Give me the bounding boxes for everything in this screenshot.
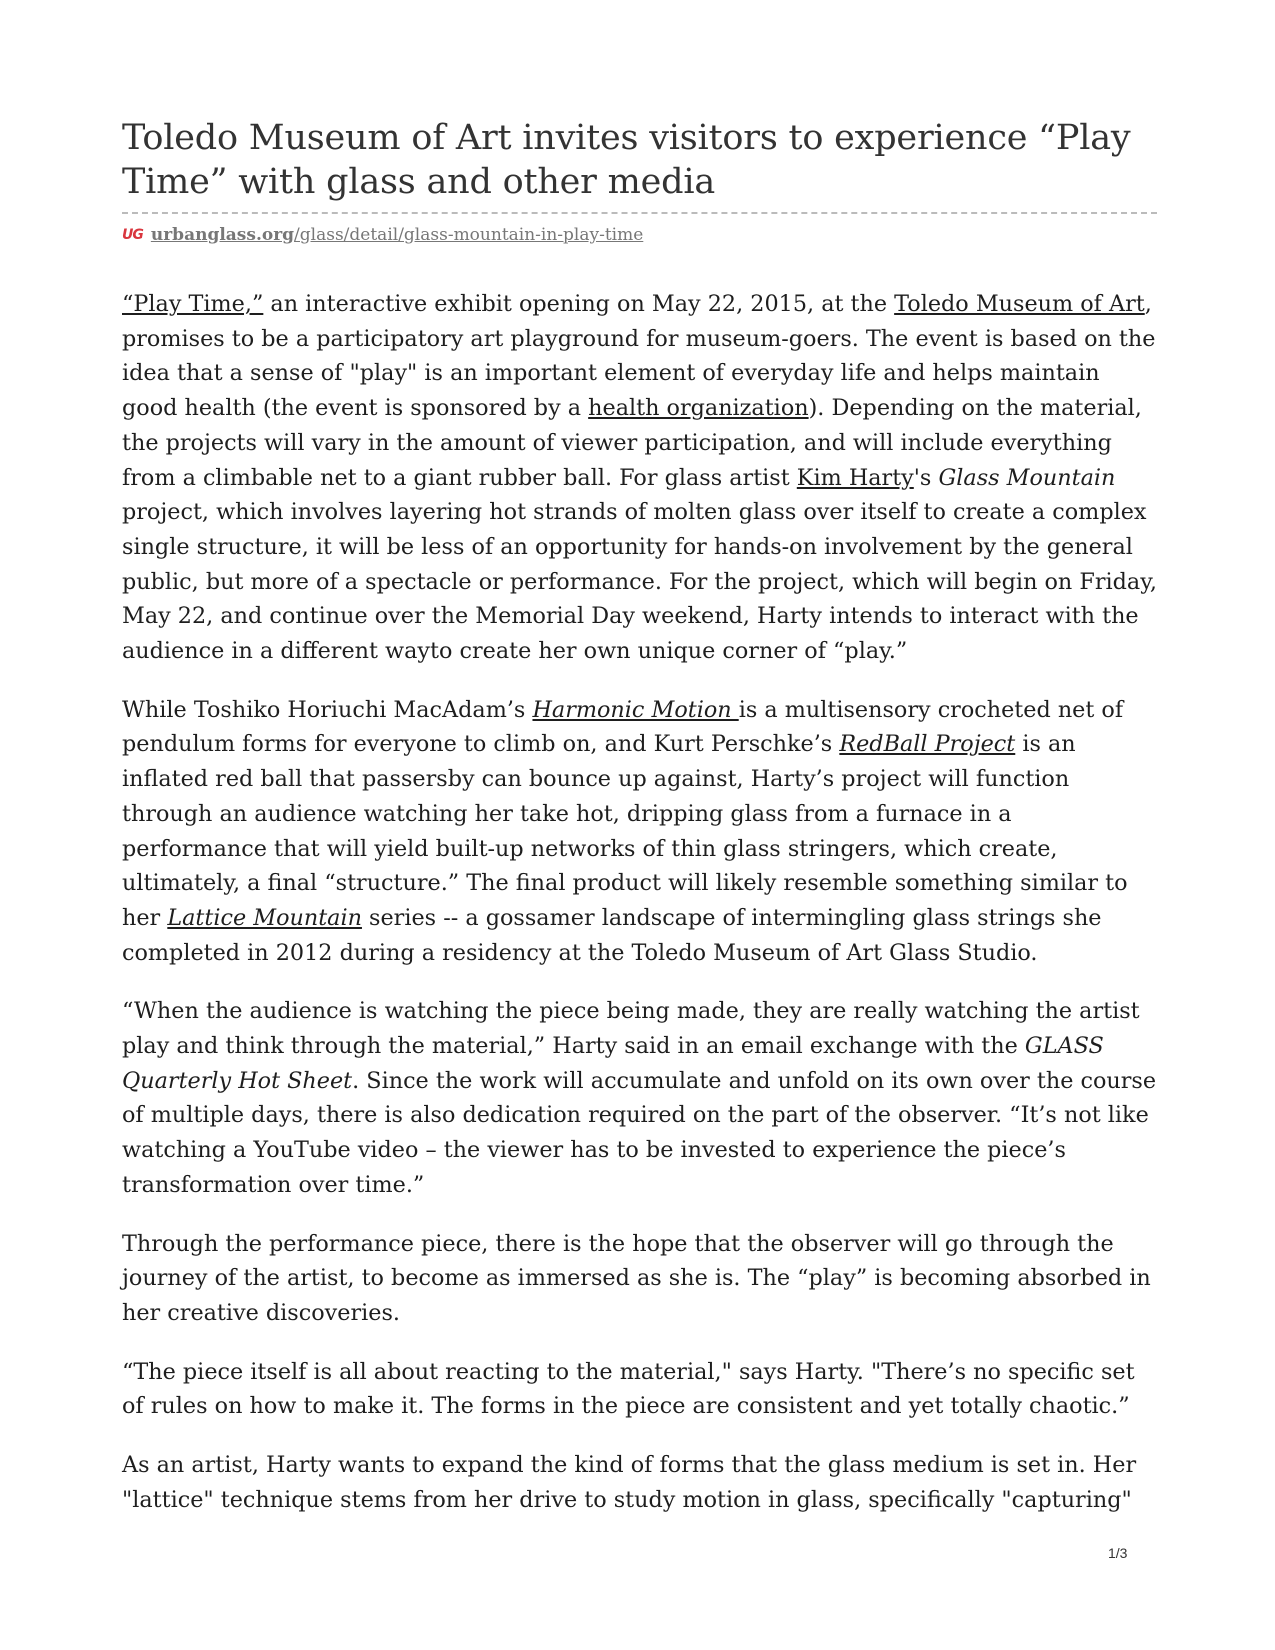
text-span: ). Depending on the material, the projects will vary in the amount of viewer participation, and will include everything from a climbable net to a giant rubber ball. For glass artist — [122, 395, 1142, 491]
lattice-mountain-title: Lattice Mountain — [167, 904, 362, 931]
lattice-mountain-link[interactable] — [167, 905, 362, 931]
text-span: is a multisensory crocheted net of pendulum forms for everyone to climb on, and Kurt Perschke’s — [122, 696, 1124, 758]
text-span: an interactive exhibit opening on May 22, 2015, at the — [263, 291, 895, 317]
glass-mountain-title: Glass Mountain — [938, 464, 1116, 491]
source-line — [122, 224, 643, 246]
kim-harty-link[interactable]: Kim Harty — [796, 464, 914, 491]
text-span: is an inflated red ball that passersby can bounce up against, Harty’s project will function through an audience watching her take hot, dripping glass from a furnace in a performance that will yield built-up networks of thin glass stringers, which create, ultimately, a final “structure.” The final product will likely resemble something similar to her — [122, 731, 1128, 931]
source-domain: urbanglass.org — [150, 225, 295, 245]
text-span: series -- a gossamer landscape of intermingling glass strings she completed in 2012 during a residency at the Toledo Museum of Art Glass Studio. — [122, 904, 1102, 966]
text-span: , promises to be a participatory art playground for museum-goers. The event is based on the idea that a sense of "play" is an important element of everyday life and helps maintain good health (the event is sponsored by a — [122, 291, 1156, 422]
paragraph-6: As an artist, Harty wants to expand the kind of forms that the glass medium is set in. Her "lattice" technique stems from her drive to study motion in glass, specifically "capturing" — [122, 1452, 1137, 1513]
text-span: 's — [913, 464, 939, 491]
source-link[interactable] — [151, 224, 643, 246]
redball-project-title: RedBall Project — [839, 731, 1016, 758]
paragraph-3 — [122, 994, 1157, 1202]
text-span: “When the audience is watching the piece being made, they are really watching the artist play and think through the material,” Harty said in an email exchange with the — [122, 998, 1140, 1060]
article-body — [122, 287, 1157, 1542]
article-title: Toledo Museum of Art invites visitors to experience “Play Time” with glass and other media — [122, 118, 1131, 202]
redball-project-link[interactable] — [839, 731, 1015, 757]
text-span: project, which involves layering hot strands of molten glass over itself to create a complex single structure, it will be less of an opportunity for hands-on involvement by the general public, but more of a spectacle or performance. For the project, which will begin on Friday, May 22, and continue over the Memorial Day weekend, Harty intends to interact with the audience in a different wayto create her own unique corner of “play.” — [122, 499, 1157, 665]
urbanglass-logo-icon: UG — [122, 227, 143, 243]
paragraph-1 — [122, 287, 1157, 669]
health-organization-link[interactable]: health organization — [588, 395, 809, 422]
toledo-museum-link[interactable]: Toledo Museum of Art — [894, 291, 1145, 317]
paragraph-2 — [122, 693, 1157, 971]
paragraph-5: “The piece itself is all about reacting to the material," says Harty. "There’s no specific set of rules on how to make it. The forms in the piece are consistent and yet totally chaotic.” — [122, 1358, 1135, 1420]
page-number: 1/3 — [1108, 1545, 1128, 1561]
harmonic-motion-title: Harmonic Motion — [532, 696, 739, 723]
glass-quarterly-title: GLASS Quarterly Hot Sheet — [122, 1033, 1104, 1094]
text-span: While Toshiko Horiuchi MacAdam’s — [122, 696, 533, 723]
play-time-link[interactable]: “Play Time,” — [122, 291, 264, 317]
text-span: . Since the work will accumulate and unfold on its own over the course of multiple days, there is also dedication required on the part of the observer. “It’s not like watching a YouTube video – the viewer has to be invested to experience the piece’s transformation over time.” — [122, 1067, 1157, 1198]
title-divider — [122, 212, 1157, 214]
source-path: /glass/detail/glass-mountain-in-play-time — [294, 225, 644, 245]
harmonic-motion-link[interactable] — [532, 697, 738, 723]
paragraph-4: Through the performance piece, there is the hope that the observer will go through the journey of the artist, to become as immersed as she is. The “play” is becoming absorbed in her creative discoveries. — [122, 1230, 1151, 1326]
